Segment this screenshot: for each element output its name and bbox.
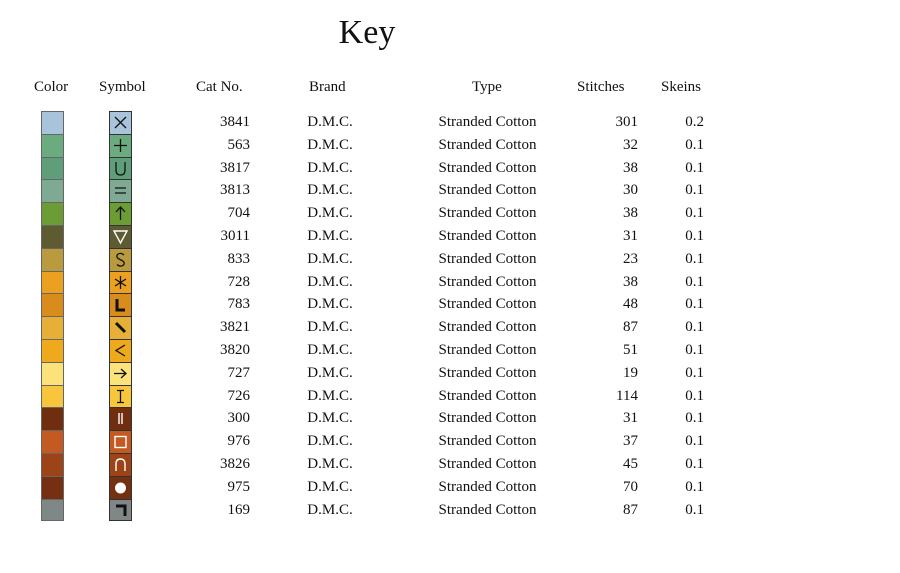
cat-no-cell: 727 — [227, 364, 250, 381]
equals-icon — [109, 179, 132, 202]
color-swatch — [41, 134, 64, 157]
type-cell: Stranded Cotton — [438, 478, 537, 495]
header-symbol: Symbol — [99, 79, 146, 95]
arrow-right-icon — [109, 362, 132, 385]
type-cell: Stranded Cotton — [438, 250, 537, 267]
stitches-cell: 32 — [623, 136, 638, 153]
stitches-cell: 31 — [623, 410, 638, 427]
cat-no-cell: 976 — [227, 433, 250, 450]
color-swatch — [41, 293, 64, 316]
cat-no-cell: 3821 — [220, 319, 250, 336]
filled-circle-icon — [109, 476, 132, 499]
skeins-cell: 0.1 — [685, 273, 704, 290]
brand-cell: D.M.C. — [307, 364, 353, 381]
brand-cell: D.M.C. — [307, 342, 353, 358]
stitches-cell: 87 — [623, 501, 638, 518]
header-skeins: Skeins — [661, 79, 702, 95]
brand-cell: D.M.C. — [307, 159, 353, 176]
color-swatch — [41, 111, 64, 134]
color-swatch — [41, 271, 64, 294]
brand-cell: D.M.C. — [307, 433, 353, 450]
corner-l-icon — [109, 293, 132, 316]
skeins-cell: 0.1 — [685, 205, 704, 222]
color-swatch — [41, 385, 64, 408]
cat-no-cell: 3826 — [220, 456, 250, 472]
cat-no-cell: 704 — [227, 205, 250, 222]
stitches-cell: 30 — [623, 182, 638, 199]
skeins-cell: 0.1 — [685, 296, 704, 313]
asterisk-icon — [109, 271, 132, 294]
type-cell: Stranded Cotton — [438, 387, 537, 404]
plus-icon — [109, 134, 132, 157]
skeins-cell: 0.1 — [685, 182, 704, 199]
stitches-cell: 38 — [623, 205, 638, 222]
cat-no-cell: 3011 — [220, 228, 250, 244]
brand-cell: D.M.C. — [307, 273, 353, 290]
cat-no-cell: 3841 — [220, 114, 250, 130]
type-cell: Stranded Cotton — [438, 433, 537, 450]
color-swatch — [41, 430, 64, 453]
skeins-cell: 0.1 — [685, 387, 704, 404]
cat-no-cell: 833 — [227, 250, 250, 267]
brand-cell: D.M.C. — [307, 205, 353, 222]
type-cell: Stranded Cotton — [438, 114, 537, 130]
square-outline-icon — [109, 430, 132, 453]
stitches-cell: 48 — [623, 296, 638, 313]
type-cell: Stranded Cotton — [438, 342, 537, 358]
header-color: Color — [34, 79, 69, 95]
cat-no-cell: 300 — [227, 410, 250, 427]
stitches-cell: 301 — [615, 114, 638, 130]
skeins-cell: 0.1 — [685, 478, 704, 495]
arrow-up-icon — [109, 202, 132, 225]
brand-cell: D.M.C. — [307, 136, 353, 153]
brand-cell: D.M.C. — [307, 478, 353, 495]
color-swatch — [41, 499, 64, 522]
skeins-cell: 0.2 — [685, 114, 704, 130]
stitches-cell: 19 — [623, 364, 638, 381]
type-cell: Stranded Cotton — [438, 159, 537, 176]
color-swatch — [41, 453, 64, 476]
cat-no-cell: 3820 — [220, 342, 250, 358]
header-brand: Brand — [309, 79, 346, 95]
brand-cell: D.M.C. — [307, 501, 353, 518]
type-cell: Stranded Cotton — [438, 319, 537, 336]
color-swatch — [41, 316, 64, 339]
type-cell: Stranded Cotton — [438, 296, 537, 313]
type-cell: Stranded Cotton — [438, 136, 537, 153]
cat-no-cell: 726 — [227, 387, 250, 404]
stitches-cell: 38 — [623, 159, 638, 176]
skeins-cell: 0.1 — [685, 319, 704, 336]
cat-no-cell: 975 — [227, 478, 250, 495]
skeins-cell: 0.1 — [685, 342, 704, 358]
stitches-cell: 70 — [623, 478, 638, 495]
skeins-cell: 0.1 — [685, 410, 704, 427]
cat-no-cell: 3813 — [220, 182, 250, 199]
type-cell: Stranded Cotton — [438, 501, 537, 518]
header-cat-no: Cat No. — [196, 79, 243, 95]
skeins-cell: 0.1 — [685, 456, 704, 472]
color-swatch — [41, 202, 64, 225]
stitches-cell: 31 — [623, 228, 638, 244]
less-than-icon — [109, 339, 132, 362]
skeins-cell: 0.1 — [685, 159, 704, 176]
color-swatch — [41, 225, 64, 248]
color-swatch — [41, 476, 64, 499]
cat-no-cell: 169 — [227, 501, 250, 518]
cat-no-cell: 563 — [227, 136, 250, 153]
cross-icon — [109, 111, 132, 134]
brand-cell: D.M.C. — [307, 182, 353, 199]
brand-cell: D.M.C. — [307, 114, 353, 130]
brand-cell: D.M.C. — [307, 387, 353, 404]
stitches-cell: 45 — [623, 456, 638, 472]
type-cell: Stranded Cotton — [438, 410, 537, 427]
type-cell: Stranded Cotton — [438, 205, 537, 222]
triangle-down-icon — [109, 225, 132, 248]
brand-cell: D.M.C. — [307, 250, 353, 267]
type-cell: Stranded Cotton — [438, 456, 537, 472]
header-stitches: Stitches — [577, 79, 625, 95]
skeins-cell: 0.1 — [685, 136, 704, 153]
brand-cell: D.M.C. — [307, 410, 353, 427]
skeins-cell: 0.1 — [685, 228, 704, 244]
double-bar-icon — [109, 407, 132, 430]
color-swatch — [41, 362, 64, 385]
stitches-cell: 38 — [623, 273, 638, 290]
stitches-cell: 37 — [623, 433, 638, 450]
stitches-cell: 114 — [616, 387, 638, 404]
i-beam-icon — [109, 385, 132, 408]
arch-icon — [109, 453, 132, 476]
u-shape-icon — [109, 157, 132, 180]
brand-cell: D.M.C. — [307, 456, 353, 472]
page-title: Key — [338, 14, 396, 51]
brand-cell: D.M.C. — [307, 319, 353, 336]
corner-top-right-icon — [109, 499, 132, 522]
letter-s-icon — [109, 248, 132, 271]
cat-no-cell: 728 — [227, 273, 250, 290]
color-swatch — [41, 248, 64, 271]
color-swatch — [41, 179, 64, 202]
stitches-cell: 87 — [623, 319, 638, 336]
type-cell: Stranded Cotton — [438, 364, 537, 381]
skeins-cell: 0.1 — [685, 364, 704, 381]
brand-cell: D.M.C. — [307, 296, 353, 313]
stitches-cell: 23 — [623, 250, 638, 267]
cat-no-cell: 3817 — [220, 159, 250, 176]
diagonal-bar-icon — [109, 316, 132, 339]
type-cell: Stranded Cotton — [438, 273, 537, 290]
header-type: Type — [472, 79, 502, 95]
brand-cell: D.M.C. — [307, 228, 353, 244]
stitches-cell: 51 — [623, 342, 638, 358]
skeins-cell: 0.1 — [685, 433, 704, 450]
type-cell: Stranded Cotton — [438, 228, 537, 244]
cat-no-cell: 783 — [227, 296, 250, 313]
skeins-cell: 0.1 — [685, 501, 704, 518]
color-swatch — [41, 339, 64, 362]
color-swatch — [41, 407, 64, 430]
skeins-cell: 0.1 — [685, 250, 704, 267]
color-swatch — [41, 157, 64, 180]
type-cell: Stranded Cotton — [438, 182, 537, 199]
